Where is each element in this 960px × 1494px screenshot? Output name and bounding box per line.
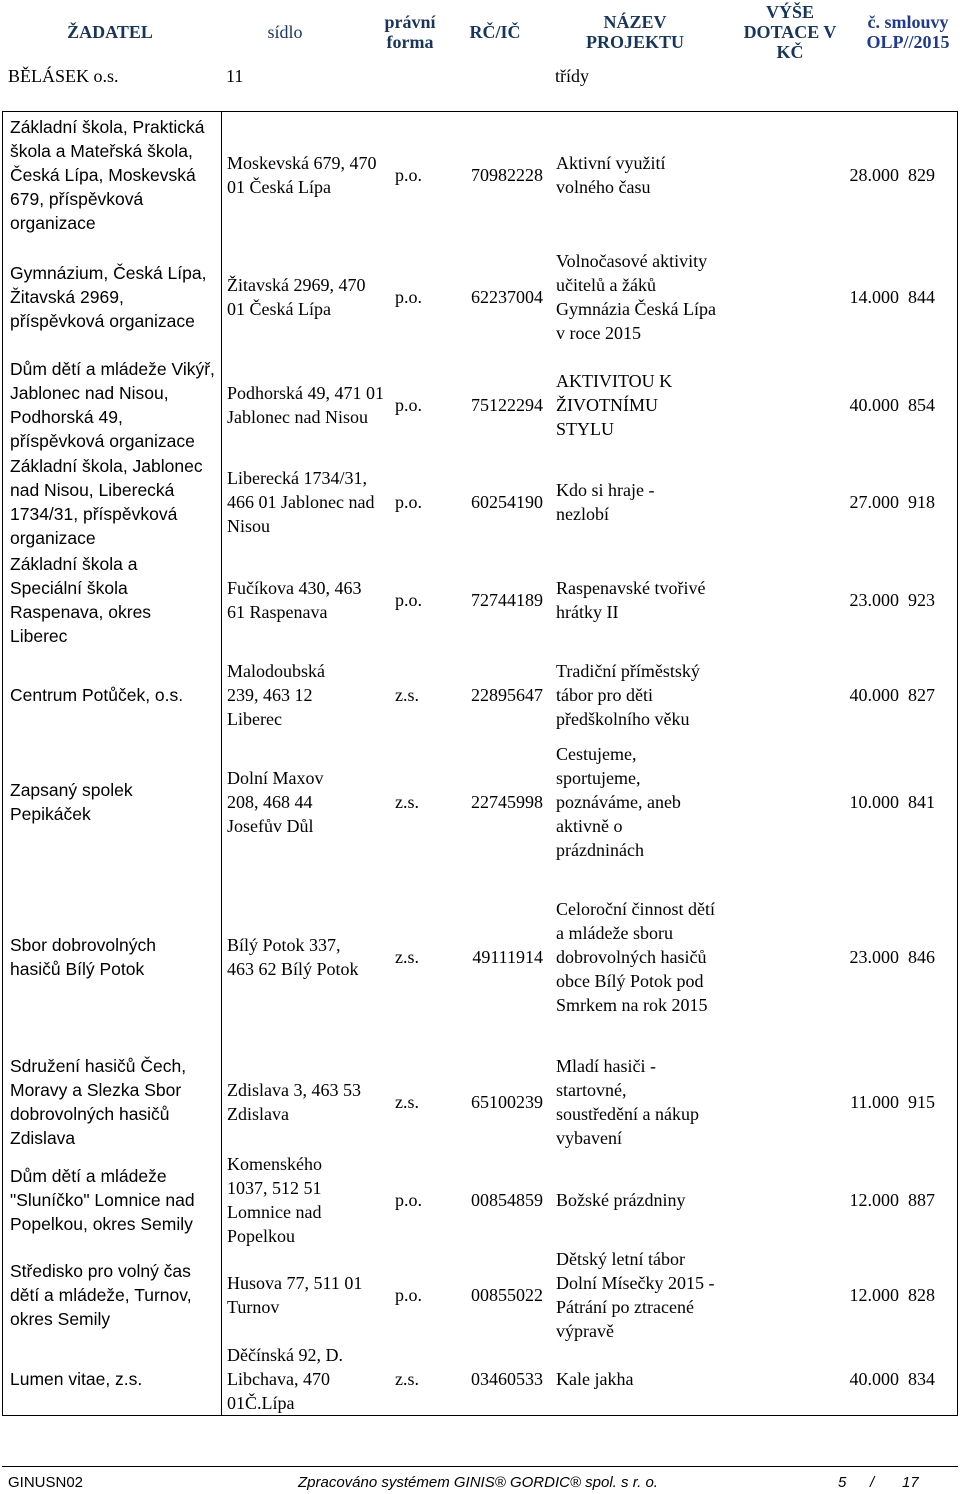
cell-applicant: Centrum Potůček, o.s. [10, 684, 184, 705]
cell-ic: 75122294 [471, 394, 543, 415]
table-row [3, 1052, 957, 1152]
cell-form: p.o. [395, 1284, 422, 1305]
header-zadatel: ŽADATEL [67, 22, 153, 42]
cell-project: Tradiční příměstský tábor pro děti předškolního věku [556, 660, 700, 729]
footer-page-separator: / [870, 1474, 875, 1491]
cell-form: p.o. [395, 394, 422, 415]
table-row [3, 552, 957, 647]
cell-address: Moskevská 679, 470 01 Česká Lípa [227, 152, 377, 197]
cell-ic: 22895647 [471, 684, 543, 705]
cell-applicant: Základní škola, Jablonec nad Nisou, Liberecká 1734/31, příspěvková organizace [10, 456, 203, 548]
cell-amount: 23.000 [849, 947, 899, 967]
cell-project: AKTIVITOU K ŽIVOTNÍMU STYLU [556, 370, 673, 439]
cell-address: Liberecká 1734/31, 466 01 Jablonec nad Nisou [227, 468, 375, 536]
cell-amount: 11.000 [850, 1092, 899, 1112]
cell-form: z.s. [395, 1092, 419, 1112]
cell-form: z.s. [395, 947, 419, 967]
cell-project: Mladí hasiči - startovné, soustředění a nákup vybavení [556, 1056, 699, 1148]
cell-contract: 923 [908, 589, 935, 610]
cell-applicant: Sdružení hasičů Čech, Moravy a Slezka Sbor dobrovolných hasičů Zdislava [10, 1056, 187, 1148]
cell-contract: 915 [908, 1092, 935, 1112]
header-vyse-dotace: VÝŠE DOTACE V KČ [743, 2, 837, 62]
grants-table [2, 111, 958, 1416]
header-cislo-smlouvy: č. smlouvy OLP//2015 [866, 12, 950, 52]
cell-ic: 72744189 [471, 589, 543, 610]
cell-project: Volnočasové aktivity učitelů a žáků Gymnázia Česká Lípa v roce 2015 [556, 251, 716, 343]
cell-address: Komenského 1037, 512 51 Lomnice nad Popelkou [227, 1153, 322, 1246]
cell-project: Kale jakha [556, 1368, 634, 1389]
cell-amount: 40.000 [849, 1368, 899, 1389]
cell-address: Dolní Maxov 208, 468 44 Josefův Důl [227, 768, 324, 836]
cell-applicant: Gymnázium, Česká Lípa, Žitavská 2969, příspěvková organizace [10, 263, 207, 331]
cell-project: Raspenavské tvořivé hrátky II [556, 577, 706, 622]
table-row [3, 1342, 957, 1415]
cell-project: Dětský letní tábor Dolní Mísečky 2015 - Pátrání po ztracené výpravě [556, 1248, 715, 1341]
prev-row-applicant: BĚLÁSEK o.s. [8, 66, 119, 86]
table-row [3, 112, 957, 237]
cell-ic: 03460533 [471, 1368, 543, 1389]
cell-project: Kdo si hraje - nezlobí [556, 480, 655, 524]
cell-form: z.s. [395, 1368, 419, 1389]
cell-address: Husova 77, 511 01 Turnov [227, 1272, 363, 1317]
cell-applicant: Základní škola a Speciální škola Raspenava, okres Liberec [10, 553, 152, 646]
cell-ic: 49111914 [472, 947, 543, 967]
cell-contract: 918 [908, 492, 935, 512]
cell-contract: 846 [908, 947, 935, 967]
footer-total-pages: 17 [902, 1474, 919, 1491]
prev-row-project: třídy [555, 66, 589, 86]
cell-form: z.s. [395, 684, 419, 705]
cell-amount: 40.000 [849, 394, 899, 415]
table-row [3, 647, 957, 742]
cell-amount: 40.000 [849, 684, 899, 705]
cell-contract: 844 [908, 287, 935, 307]
cell-applicant: Zapsaný spolek Pepikáček [10, 780, 133, 824]
cell-contract: 841 [908, 792, 935, 812]
cell-amount: 28.000 [849, 164, 899, 185]
table-row [3, 1152, 957, 1247]
cell-amount: 10.000 [849, 792, 899, 812]
cell-project: Aktivní využití volného času [556, 152, 666, 197]
header-sidlo: sídlo [267, 22, 303, 42]
cell-ic: 60254190 [471, 492, 543, 512]
cell-applicant: Lumen vitae, z.s. [10, 1368, 143, 1389]
cell-amount: 27.000 [849, 492, 899, 512]
cell-form: p.o. [395, 287, 422, 307]
cell-contract: 828 [908, 1284, 935, 1305]
cell-ic: 22745998 [471, 792, 543, 812]
cell-form: p.o. [395, 492, 422, 512]
footer-code: GINUSN02 [8, 1474, 84, 1491]
cell-applicant: Dům dětí a mládeže Vikýř, Jablonec nad Nisou, Podhorská 49, příspěvková organizace [10, 358, 215, 451]
table-row [3, 1247, 957, 1342]
cell-contract: 827 [908, 684, 935, 705]
cell-ic: 00854859 [471, 1189, 543, 1210]
cell-ic: 00855022 [471, 1284, 543, 1305]
cell-form: p.o. [395, 164, 422, 185]
footer-system: Zpracováno systémem GINIS® GORDIC® spol. s r. o. [298, 1474, 658, 1491]
header-pravni-forma: právní forma [384, 12, 436, 52]
table-row [3, 742, 957, 862]
cell-address: Podhorská 49, 471 01 Jablonec nad Nisou [227, 382, 384, 427]
header-rc-ic: RČ/IČ [469, 22, 521, 42]
cell-address: Bílý Potok 337, 463 62 Bílý Potok [227, 935, 359, 979]
table-row [3, 357, 957, 452]
cell-amount: 14.000 [849, 287, 899, 307]
cell-applicant: Dům dětí a mládeže "Sluníčko" Lomnice nad Popelkou, okres Semily [10, 1165, 195, 1234]
prev-row-number: 11 [226, 66, 244, 86]
cell-amount: 12.000 [849, 1189, 899, 1210]
cell-ic: 65100239 [471, 1092, 543, 1112]
cell-ic: 70982228 [471, 164, 543, 185]
cell-project: Cestujeme, sportujeme, poznáváme, aneb aktivně o prázdninách [556, 744, 681, 860]
cell-amount: 23.000 [849, 589, 899, 610]
footer-divider [2, 1466, 958, 1467]
cell-address: Malodoubská 239, 463 12 Liberec [227, 660, 325, 729]
cell-applicant: Sbor dobrovolných hasičů Bílý Potok [10, 935, 156, 979]
cell-project: Božské prázdniny [556, 1189, 686, 1210]
cell-amount: 12.000 [849, 1284, 899, 1305]
header-nazev-projektu: NÁZEV PROJEKTU [585, 12, 684, 52]
table-row [3, 452, 957, 552]
cell-ic: 62237004 [471, 287, 543, 307]
cell-applicant: Základní škola, Praktická škola a Mateřská škola, Česká Lípa, Moskevská 679, příspěvková organizace [10, 116, 205, 233]
cell-address: Zdislava 3, 463 53 Zdislava [227, 1080, 361, 1124]
cell-project: Celoroční činnost dětí a mládeže sboru dobrovolných hasičů obce Bílý Potok pod Smrkem na rok 2015 [556, 899, 715, 1015]
cell-address: Fučíkova 430, 463 61 Raspenava [227, 577, 362, 622]
cell-contract: 887 [908, 1189, 935, 1210]
cell-contract: 854 [908, 394, 935, 415]
cell-address: Děčínská 92, D. Libchava, 470 01Č.Lípa [227, 1344, 343, 1413]
cell-contract: 834 [908, 1368, 935, 1389]
cell-address: Žitavská 2969, 470 01 Česká Lípa [227, 275, 366, 319]
footer-page: 5 [838, 1474, 847, 1491]
cell-contract: 829 [908, 164, 935, 185]
cell-form: p.o. [395, 1189, 422, 1210]
cell-form: z.s. [395, 792, 419, 812]
cell-form: p.o. [395, 589, 422, 610]
cell-applicant: Středisko pro volný čas dětí a mládeže, Turnov, okres Semily [10, 1260, 192, 1329]
table-row [3, 862, 957, 1052]
table-row [3, 237, 957, 357]
table-header [0, 0, 960, 60]
